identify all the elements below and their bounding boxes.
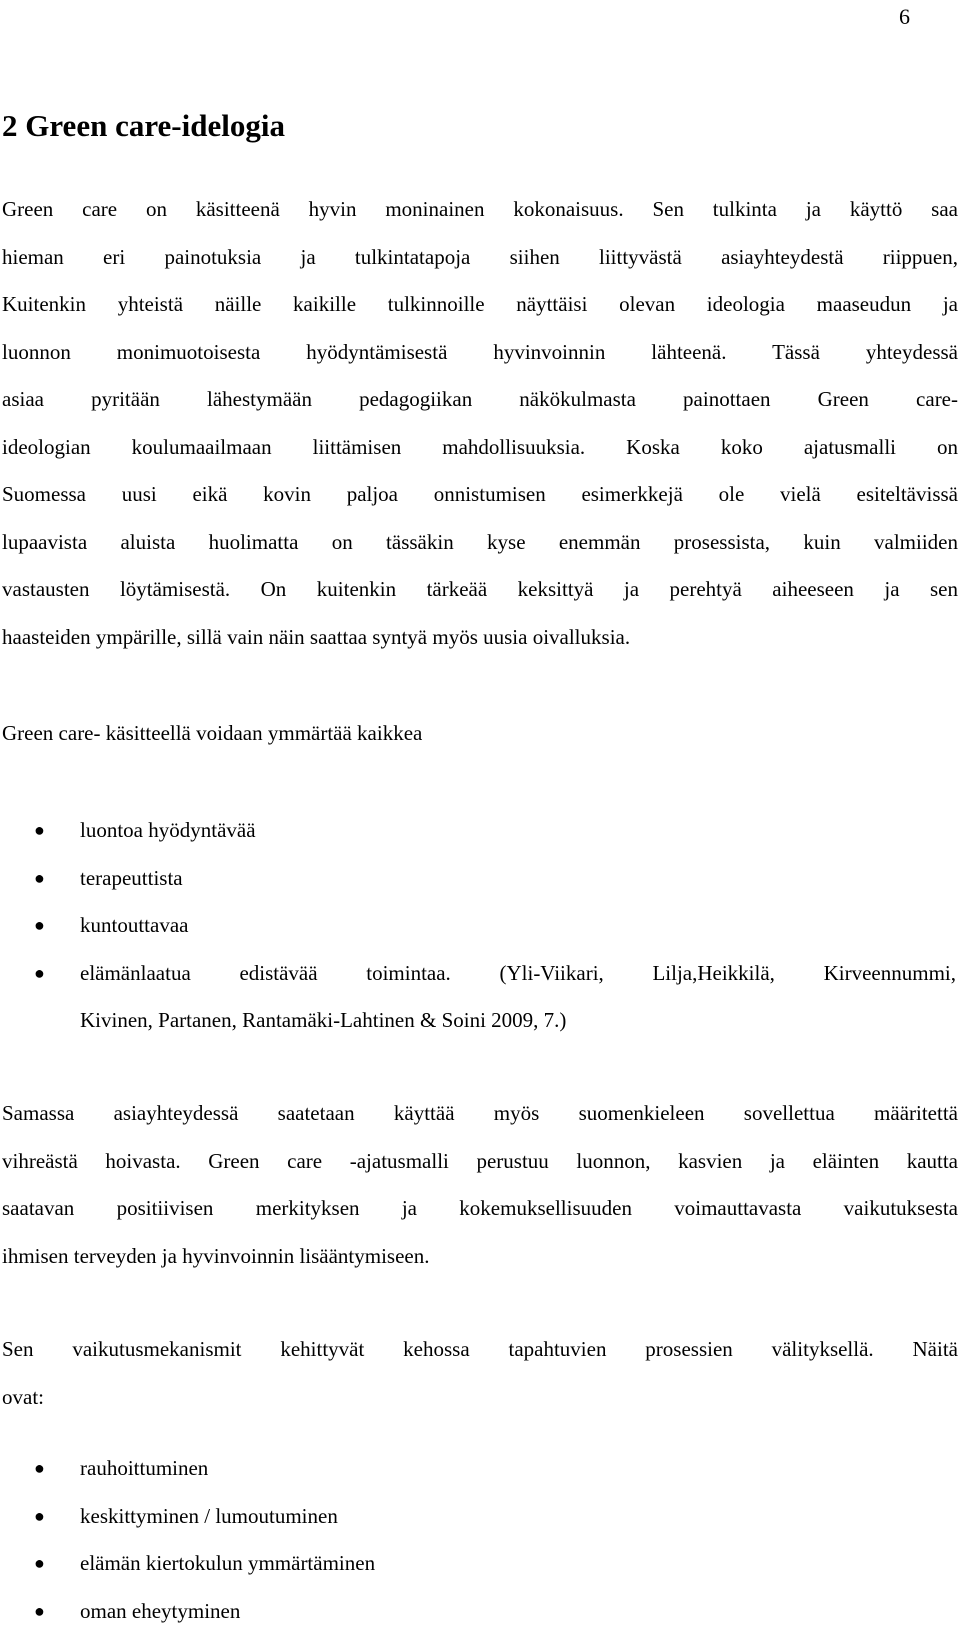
- text-line: asiaa pyritään lähestymään pedagogiikan näkökulmasta painottaen Green care-: [2, 387, 958, 411]
- text-line: lupaavista aluista huolimatta on tässäkin kyse enemmän prosessista, kuin valmiiden: [2, 529, 958, 554]
- list-item-text: keskittyminen / lumoutuminen: [80, 1503, 338, 1528]
- list-item: [0, 855, 960, 903]
- text-line: vihreästä hoivasta. Green care -ajatusmalli perustuu luonnon, kasvien ja eläinten kautta: [2, 1148, 958, 1173]
- list-item-text: rauhoittuminen: [80, 1456, 209, 1480]
- list-item: [0, 1540, 960, 1588]
- list-item-text: luontoa hyödyntävää: [80, 818, 256, 842]
- text-line: saatavan positiivisen merkityksen ja kokemuksellisuuden voimauttavasta vaikutuksesta: [2, 1196, 958, 1220]
- bullet-icon: ●: [34, 1553, 45, 1573]
- text-line: Sen vaikutusmekanismit kehittyvät kehossa tapahtuvien prosessien välityksellä. Näitä: [2, 1337, 958, 1361]
- bullet-list-mechanisms: [0, 1445, 960, 1635]
- bullet-icon: ●: [34, 1458, 45, 1478]
- bullet-list-green-care: [0, 807, 960, 1045]
- list-item: [0, 902, 960, 950]
- paragraph-list-intro: [2, 710, 958, 758]
- text-line: Green care- käsitteellä voidaan ymmärtää kaikkea: [2, 721, 423, 745]
- text-line: ideologian koulumaailmaan liittämisen mahdollisuuksia. Koska koko ajatusmalli on: [2, 434, 958, 459]
- text-line: elämänlaatua edistävää toimintaa. (Yli-Viikari, Lilja,Heikkilä, Kirveennummi,: [80, 960, 956, 985]
- list-item: [0, 1493, 960, 1541]
- text-line: Kivinen, Partanen, Rantamäki-Lahtinen & Soini 2009, 7.): [80, 1008, 567, 1032]
- bullet-icon: ●: [34, 915, 45, 935]
- list-item-text: oman eheytyminen: [80, 1598, 241, 1623]
- text-line: Green care on käsitteenä hyvin moninainen kokonaisuus. Sen tulkinta ja käyttö saa: [2, 197, 958, 221]
- text-line: Samassa asiayhteydessä saatetaan käyttää myös suomenkieleen sovellettua määritettä: [2, 1101, 958, 1125]
- text-line: Suomessa uusi eikä kovin paljoa onnistumisen esimerkkejä ole vielä esiteltävissä: [2, 482, 958, 506]
- list-item: [0, 807, 960, 855]
- bullet-icon: ●: [34, 1505, 45, 1526]
- text-line: hieman eri painotuksia ja tulkintatapoja siihen liittyvästä asiayhteydestä riippuen,: [2, 244, 958, 269]
- list-item-text: [80, 950, 956, 1045]
- list-item-text: kuntouttavaa: [80, 913, 189, 937]
- paragraph-mechanisms: [2, 1326, 958, 1421]
- text-line: Kuitenkin yhteistä näille kaikille tulkinnoille näyttäisi olevan ideologia maaseudun ja: [2, 292, 958, 316]
- text-line: vastausten löytämisestä. On kuitenkin tärkeää keksittyä ja perehtyä aiheeseen ja sen: [2, 577, 958, 601]
- page-number: 6: [899, 4, 910, 29]
- list-item-text: elämän kiertokulun ymmärtäminen: [80, 1551, 376, 1575]
- paragraph-definition: [2, 1090, 958, 1280]
- bullet-icon: ●: [34, 962, 45, 983]
- list-item-text: terapeuttista: [80, 865, 183, 890]
- text-line: ihmisen terveyden ja hyvinvoinnin lisääntymiseen.: [2, 1243, 430, 1268]
- bullet-icon: ●: [34, 867, 45, 888]
- bullet-icon: ●: [34, 1600, 45, 1621]
- bullet-icon: ●: [34, 820, 45, 840]
- list-item: [0, 1445, 960, 1493]
- list-item: [0, 1588, 960, 1636]
- section-heading: 2 Green care-idelogia: [2, 108, 285, 143]
- text-line: ovat:: [2, 1384, 44, 1409]
- paragraph-intro: [2, 186, 958, 661]
- text-line: luonnon monimuotoisesta hyödyntämisestä hyvinvoinnin lähteenä. Tässä yhteydessä: [2, 339, 958, 364]
- text-line: haasteiden ympärille, sillä vain näin saattaa syntyä myös uusia oivalluksia.: [2, 624, 631, 649]
- list-item: [0, 950, 960, 1045]
